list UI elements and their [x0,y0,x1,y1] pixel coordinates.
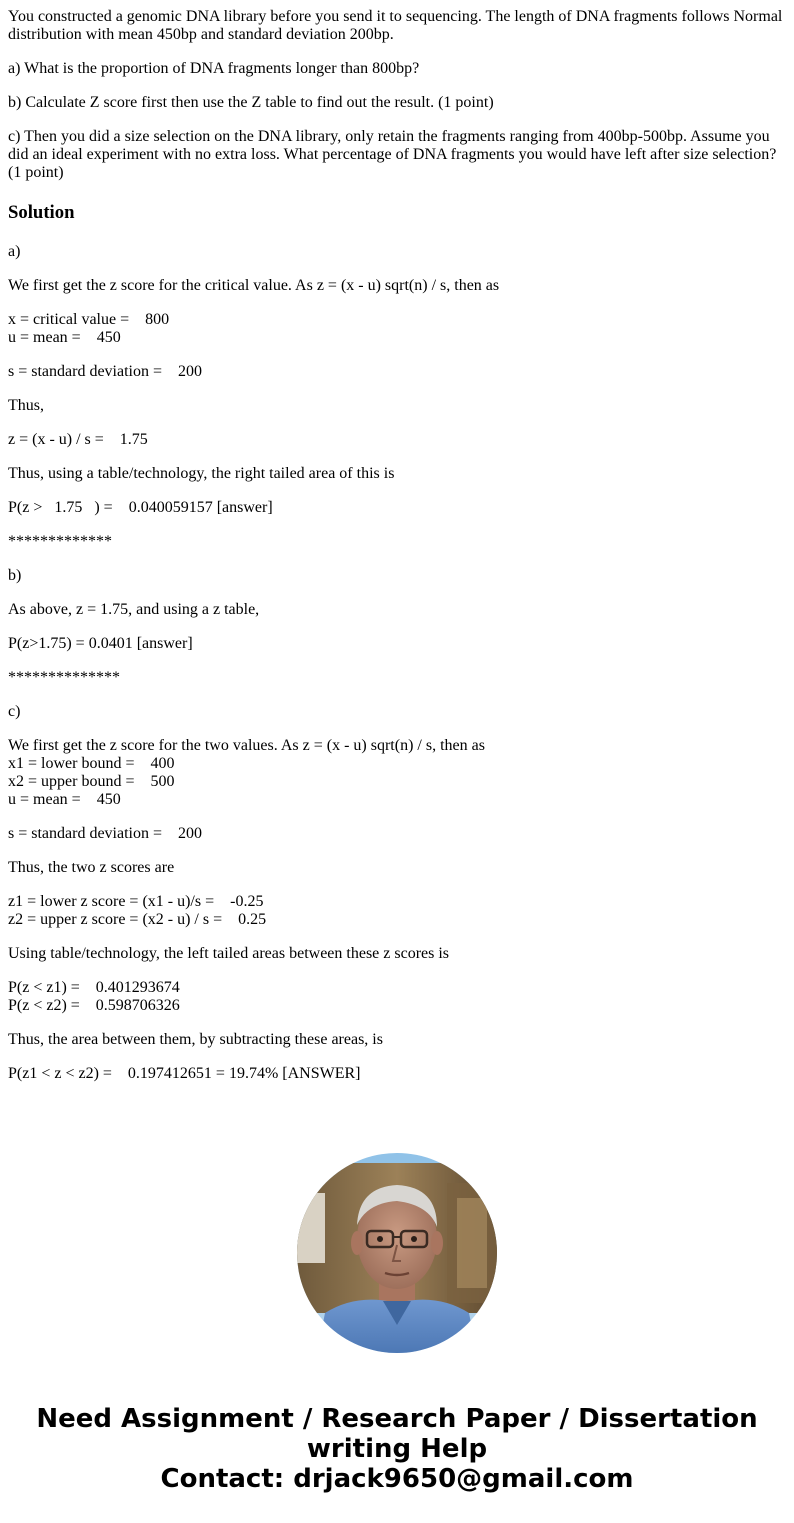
question-c: c) Then you did a size selection on the DNA library, only retain the fragments ranging from 400bp-500bp. Assume you did an ideal experiment with no extra loss. What percentage of DNA fragments you would have left after size selection? (1 point) [8,128,781,181]
solution-c-x2-line: x2 = upper bound = 500 [8,773,175,790]
solution-c-z1-line: z1 = lower z score = (x1 - u)/s = -0.25 [8,893,264,910]
question-a: a) What is the proportion of DNA fragments longer than 800bp? [8,60,420,77]
document-body [8,8,786,1083]
solution-c-x1-line: x1 = lower bound = 400 [8,755,175,772]
solution-a-label: a) [8,243,21,260]
help-contact-banner [0,1404,794,1494]
solution-a-s-line: s = standard deviation = 200 [8,363,203,380]
solution-c-table-text: Using table/technology, the left tailed areas between these z scores is [8,945,450,962]
avatar [297,1153,497,1353]
solution-b-answer: P(z>1.75) = 0.0401 [answer] [8,635,193,652]
solution-heading: Solution [8,202,75,223]
solution-b-label: b) [8,567,22,584]
solution-c-thus: Thus, the two z scores are [8,859,175,876]
solution-c-answer: P(z1 < z < z2) = 0.197412651 = 19.74% [ANSWER] [8,1065,361,1082]
solution-c-p1-line: P(z < z1) = 0.401293674 [8,979,180,996]
solution-c-label: c) [8,703,21,720]
question-intro: You constructed a genomic DNA library before you send it to sequencing. The length of DNA fragments follows Normal distribution with mean 450bp and standard deviation 200bp. [8,8,787,43]
banner-contact-line: Contact: drjack9650@gmail.com [160,1464,634,1494]
solution-c-subtract-text: Thus, the area between them, by subtracting these areas, is [8,1031,383,1048]
avatar-portrait-image [297,1153,497,1353]
solution-a-intro: We first get the z score for the critical value. As z = (x - u) sqrt(n) / s, then as [8,277,500,294]
solution-c-s-line: s = standard deviation = 200 [8,825,203,842]
solution-a-separator: ************* [8,533,112,550]
banner-line-2: writing Help [306,1434,488,1464]
solution-c-u-line: u = mean = 450 [8,791,121,808]
solution-a-u-line: u = mean = 450 [8,329,121,346]
solution-a-thus: Thus, [8,397,44,414]
solution-a-answer: P(z > 1.75 ) = 0.040059157 [answer] [8,499,273,516]
banner-line-1: Need Assignment / Research Paper / Dissertation [36,1404,758,1434]
question-b: b) Calculate Z score first then use the Z table to find out the result. (1 point) [8,94,494,111]
solution-c-intro: We first get the z score for the two values. As z = (x - u) sqrt(n) / s, then as [8,737,485,754]
solution-a-z-line: z = (x - u) / s = 1.75 [8,431,148,448]
solution-c-p2-line: P(z < z2) = 0.598706326 [8,997,180,1014]
solution-b-separator: ************** [8,669,120,686]
solution-a-table-text: Thus, using a table/technology, the right tailed area of this is [8,465,395,482]
solution-c-z2-line: z2 = upper z score = (x2 - u) / s = 0.25 [8,911,267,928]
solution-a-x-line: x = critical value = 800 [8,311,170,328]
solution-b-intro: As above, z = 1.75, and using a z table, [8,601,260,618]
